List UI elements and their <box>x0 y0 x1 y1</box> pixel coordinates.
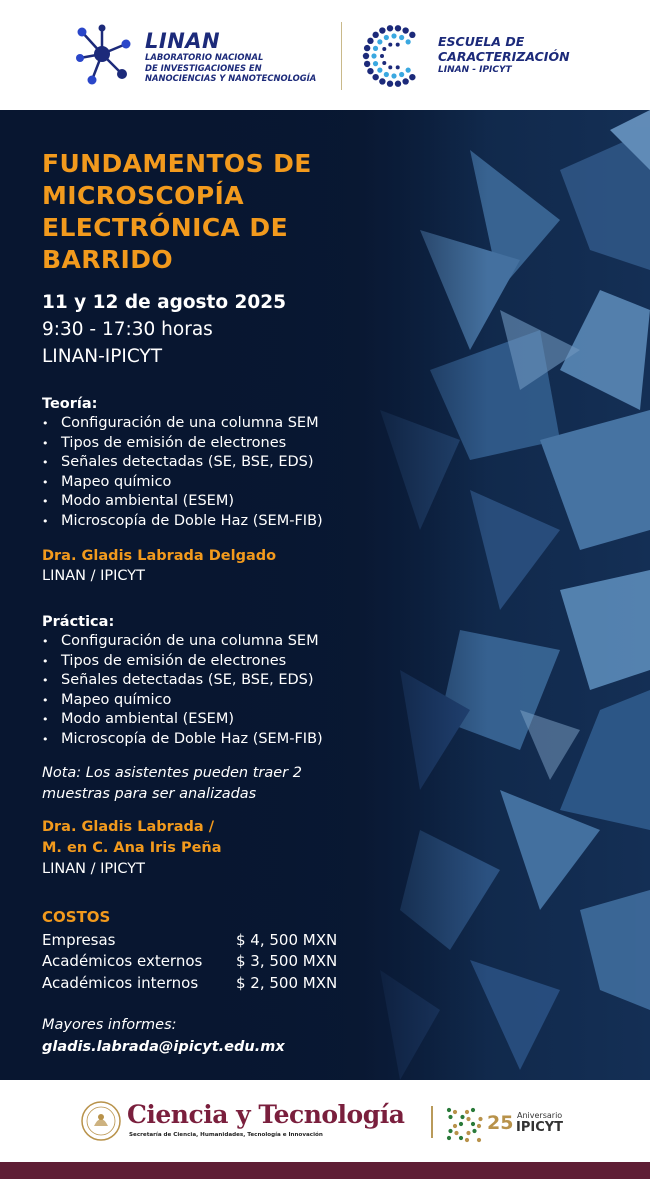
footer <box>0 1080 650 1162</box>
list-item: • Tipos de emisión de electrones <box>42 652 323 672</box>
list-item: • Modo ambiental (ESEM) <box>42 492 323 512</box>
footer-divider <box>431 1106 433 1138</box>
list-item: • Microscopía de Doble Haz (SEM-FIB) <box>42 730 323 750</box>
linan-title: LINAN <box>145 29 221 53</box>
event-content <box>0 110 650 1080</box>
practica-affiliation: LINAN / IPICYT <box>42 861 145 877</box>
ipicyt-anniversary-label: Aniversario <box>517 1111 563 1120</box>
header-divider <box>341 22 342 90</box>
list-item: • Señales detectadas (SE, BSE, EDS) <box>42 671 323 691</box>
list-item: • Configuración de una columna SEM <box>42 414 323 434</box>
cost-amount: $ 3, 500 MXN <box>236 952 338 970</box>
cost-label: Empresas <box>42 931 116 949</box>
linan-subtitle-line: DE INVESTIGACIONES EN <box>145 62 262 73</box>
practica-list <box>42 632 323 750</box>
ipicyt-dots-logo-icon <box>445 1104 487 1144</box>
cost-label: Académicos externos <box>42 952 203 970</box>
linan-molecule-logo-icon <box>70 22 134 86</box>
ipicyt-name: IPICYT <box>516 1120 564 1135</box>
event-title: FUNDAMENTOS DE MICROSCOPÍA ELECTRÓNICA DE BARRIDO <box>42 149 312 274</box>
practica-heading: Práctica: <box>42 614 115 630</box>
ciencia-tecnologia-subtitle: Secretaría de Ciencia, Humanidades, Tecnología e Innovación <box>129 1132 323 1138</box>
practica-instructor-2: M. en C. Ana Iris Peña <box>42 840 222 856</box>
practica-note: Nota: Los asistentes pueden traer 2 muestras para ser analizadas <box>42 765 302 802</box>
teoria-instructor: Dra. Gladis Labrada Delgado <box>42 548 277 564</box>
ipicyt-anniversary-number: 25 <box>487 1112 514 1134</box>
costos-heading: COSTOS <box>42 908 111 926</box>
list-item: • Señales detectadas (SE, BSE, EDS) <box>42 453 323 473</box>
contact-label: Mayores informes: <box>42 1017 177 1033</box>
main-panel <box>0 110 650 1080</box>
cost-amount: $ 4, 500 MXN <box>236 931 338 949</box>
list-item: • Configuración de una columna SEM <box>42 632 323 652</box>
escuela-line-2: CARACTERIZACIÓN <box>438 49 570 64</box>
linan-subtitle-line: NANOCIENCIAS Y NANOTECNOLOGÍA <box>145 73 317 83</box>
teoria-list <box>42 414 323 532</box>
teoria-heading: Teoría: <box>42 396 98 412</box>
cost-label: Académicos internos <box>42 974 199 992</box>
escuela-line-3: LINAN - IPICYT <box>438 65 512 75</box>
list-item: • Mapeo químico <box>42 691 323 711</box>
mexico-seal-icon <box>80 1100 122 1142</box>
header <box>0 0 650 110</box>
escuela-line-1: ESCUELA DE <box>438 34 525 49</box>
list-item: • Tipos de emisión de electrones <box>42 434 323 454</box>
list-item: • Mapeo químico <box>42 473 323 493</box>
ciencia-tecnologia-title: Ciencia y Tecnología <box>127 1100 405 1129</box>
linan-subtitle-line: LABORATORIO NACIONAL <box>145 52 264 62</box>
escuela-wordmark <box>438 34 570 77</box>
escuela-dots-logo-icon <box>362 22 426 90</box>
event-time: 9:30 - 17:30 horas <box>42 319 213 340</box>
event-place: LINAN-IPICYT <box>42 346 163 367</box>
practica-instructor-1: Dra. Gladis Labrada / <box>42 819 215 835</box>
event-date: 11 y 12 de agosto 2025 <box>42 292 287 313</box>
contact-email-link[interactable]: gladis.labrada@ipicyt.edu.mx <box>42 1039 285 1055</box>
teoria-affiliation: LINAN / IPICYT <box>42 568 145 584</box>
cost-amount: $ 2, 500 MXN <box>236 974 338 992</box>
list-item: • Microscopía de Doble Haz (SEM-FIB) <box>42 512 323 532</box>
bottom-bar <box>0 1162 650 1179</box>
list-item: • Modo ambiental (ESEM) <box>42 710 323 730</box>
linan-wordmark <box>145 30 316 84</box>
